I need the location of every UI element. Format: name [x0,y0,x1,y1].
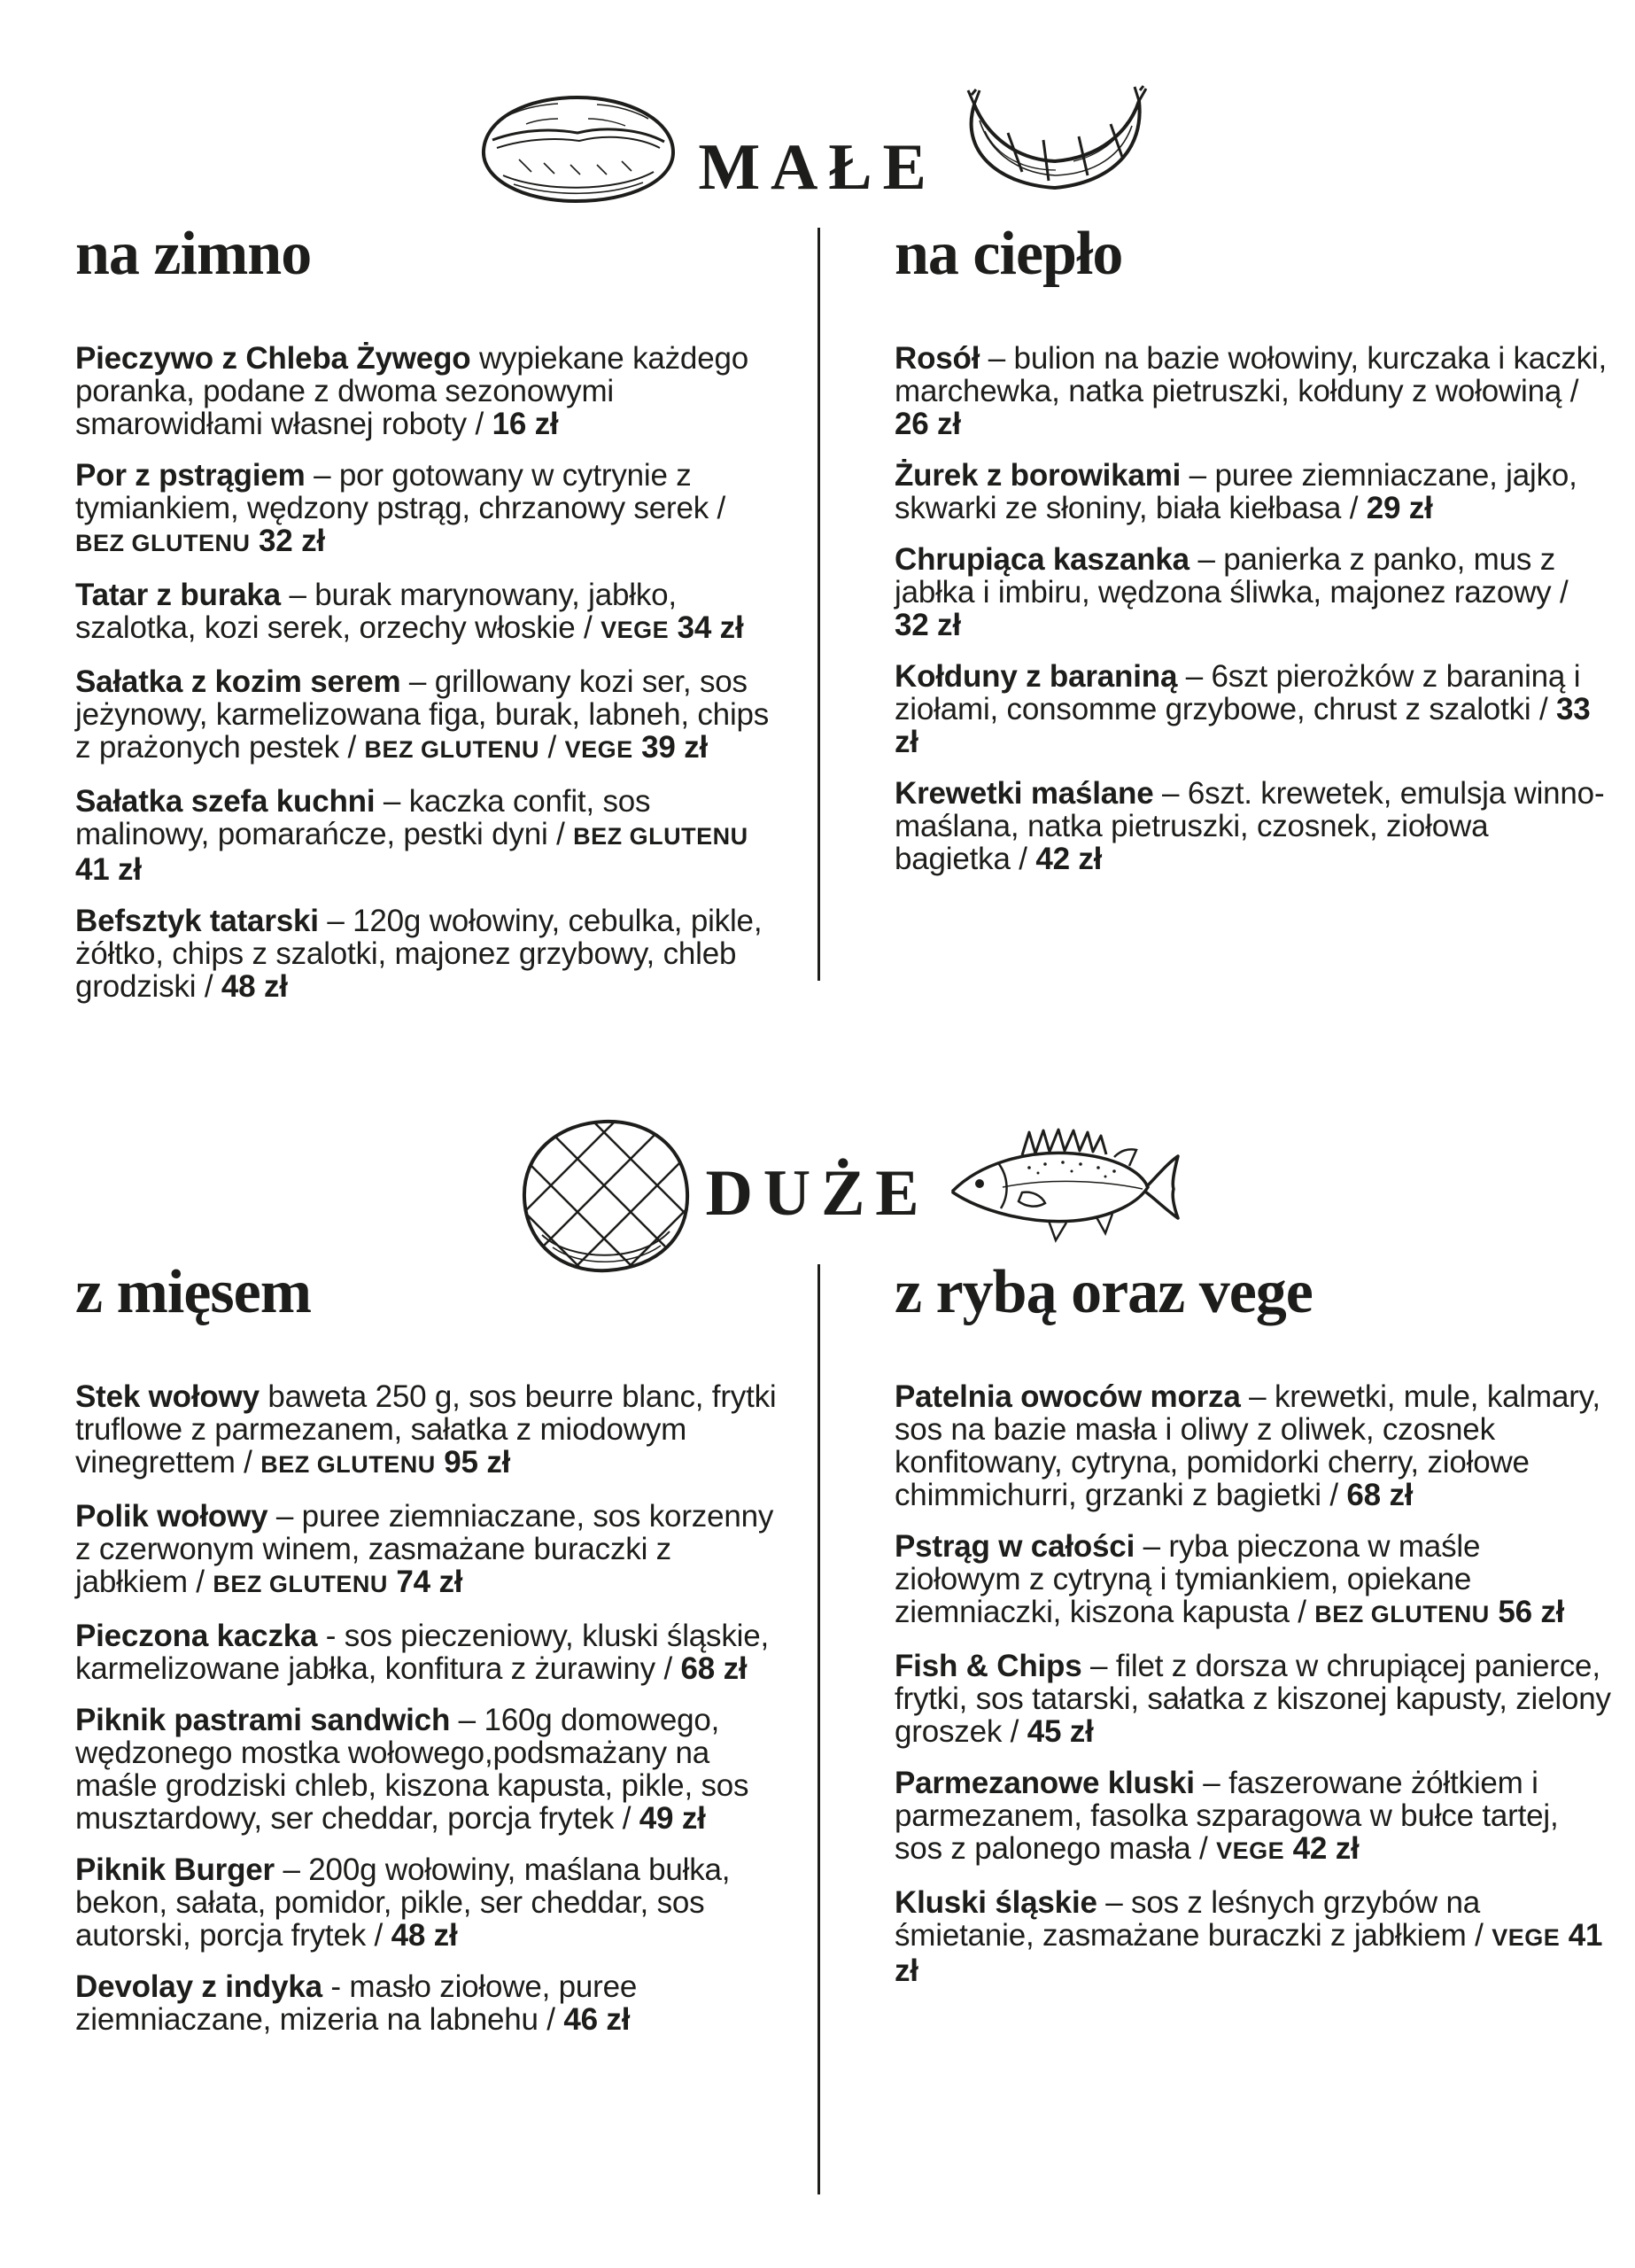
menu-item-price: 33 zł [895,692,1591,759]
menu-item [75,1704,779,1835]
menu-item-description: – 200g wołowiny, maślana bułka, bekon, sałata, pomidor, pikle, ser cheddar, sos autorski, porcja frytek / [75,1852,731,1953]
menu-item-title: Krewetki maślane [895,776,1154,811]
menu-item-price: 32 zł [259,524,325,558]
menu-item-description: - masło ziołowe, puree ziemniaczane, mizeria na labnehu / [75,1969,638,2037]
menu-item-description: – 6szt. krewetek, emulsja winno-maślana, natka pietruszki, czosnek, ziołowa bagietka / [895,776,1605,876]
menu-item [895,777,1608,875]
menu-item [895,1886,1612,1987]
menu-item [895,1767,1612,1868]
menu-item-description: baweta 250 g, sos beurre blanc, frytki truflowe z parmezanem, sałatka z miodowym vinegrettem / [75,1379,777,1480]
menu-item-description: – puree ziemniaczane, sos korzenny z czerwonym winem, zasmażane buraczki z jabłkiem / [75,1499,774,1599]
menu-item-title: Befsztyk tatarski [75,904,319,938]
menu-item-title: Pstrąg w całości [895,1529,1135,1564]
menu-item-description [251,524,260,558]
gluten-free-tag: BEZ GLUTENU [364,736,540,763]
column-heading-z-ryba-oraz-vege: z rybą oraz vege [895,1258,1313,1326]
column-na-zimno [75,220,779,1021]
gluten-free-tag: BEZ GLUTENU [573,823,748,850]
menu-item [75,1970,779,2036]
menu-item-description: / [539,730,565,765]
menu-item [895,1380,1612,1511]
menu-item-description [1490,1595,1499,1629]
menu-item [895,543,1608,641]
vege-tag: VEGE [601,617,670,643]
menu-item-description: – 160g domowego, wędzonego mostka wołowego,podsmażany na maśle grodziski chleb, kiszona kapusta, pikle, sos musztardowy, ser cheddar, porcja frytek / [75,1703,749,1836]
menu-item [75,1380,779,1481]
menu-item-price: 41 zł [75,852,142,887]
gluten-free-tag: BEZ GLUTENU [260,1451,436,1478]
menu-item-price: 68 zł [1346,1478,1414,1512]
gluten-free-tag: BEZ GLUTENU [75,530,251,556]
menu-item-description: – sos z leśnych grzybów na śmietanie, zasmażane buraczki z jabłkiem / [895,1885,1492,1953]
menu-item-price: 48 zł [221,969,288,1004]
menu-item-price: 39 zł [641,730,709,765]
item-list-z-miesem [75,1380,779,2036]
menu-item [75,459,779,560]
menu-item-title: Devolay z indyka [75,1969,322,2004]
menu-item-title: Sałatka szefa kuchni [75,784,376,819]
menu-item [895,660,1608,758]
menu-item-title: Kołduny z baraniną [895,659,1178,694]
menu-item-title: Żurek z borowikami [895,458,1182,493]
menu-item-title: Rosół [895,341,980,376]
menu-item [895,1530,1612,1631]
menu-item-price: 29 zł [1366,491,1433,525]
menu-item-description: – panierka z panko, mus z jabłka i imbiru, wędzona śliwka, majonez razowy / [895,542,1569,610]
column-heading-na-zimno: na zimno [75,220,312,288]
gluten-free-tag: BEZ GLUTENU [1314,1601,1490,1627]
menu-item-description: – bulion na bazie wołowiny, kurczaka i kaczki, marchewka, natka pietruszki, kołduny z wołowiną / [895,341,1608,408]
menu-item-title: Tatar z buraka [75,578,281,612]
menu-item [75,1619,779,1685]
item-list-na-zimno [75,342,779,1003]
menu-item [895,1650,1612,1748]
menu-item [75,342,779,440]
menu-item-price: 45 zł [1027,1714,1094,1749]
menu-item-price: 49 zł [639,1801,706,1836]
menu-item-description [388,1565,397,1599]
menu-item-title: Fish & Chips [895,1649,1082,1683]
menu-item-description: – krewetki, mule, kalmary, sos na bazie masła i oliwy z oliwek, czosnek konfitowany, cytryna, pomidorki cherry, ziołowe chimmichurri, grzanki z bagietki / [895,1379,1600,1512]
menu-item-description: – filet z dorsza w chrupiącej panierce, frytki, sos tatarski, sałatka z kiszonej kapusty, zielony groszek / [895,1649,1611,1749]
column-na-cieplo [895,220,1608,894]
menu-item [75,905,779,1003]
menu-item-title: Parmezanowe kluski [895,1766,1195,1800]
menu-item-title: Polik wołowy [75,1499,268,1534]
menu-item-title: Kluski śląskie [895,1885,1097,1920]
menu-item-price: 95 zł [444,1445,511,1480]
section-title-male: MAŁE [698,131,937,204]
menu-item-description [1560,1918,1569,1953]
menu-item-price: 41 zł [895,1918,1603,1988]
item-list-na-cieplo [895,342,1608,875]
menu-item-title: Patelnia owoców morza [895,1379,1241,1414]
menu-item-title: Piknik pastrami sandwich [75,1703,451,1737]
gluten-free-tag: BEZ GLUTENU [213,1571,388,1597]
vege-tag: VEGE [1492,1924,1561,1951]
menu-item-title: Pieczywo z Chleba Żywego [75,341,471,376]
column-heading-na-cieplo: na ciepło [895,220,1123,288]
menu-item-price: 32 zł [895,608,961,642]
menu-item-price: 56 zł [1498,1595,1565,1629]
menu-item-price: 68 zł [680,1651,748,1686]
vege-tag: VEGE [1216,1837,1285,1864]
menu-item-description [669,610,678,645]
menu-item-description: – faszerowane żółtkiem i parmezanem, fasolka szparagowa w bułce tartej, sos z palonego masła / [895,1766,1559,1866]
menu-item-price: 42 zł [1035,842,1103,876]
duze-column-divider [818,1264,820,2194]
column-z-ryba-oraz-vege [895,1258,1612,2006]
menu-item-description: – grillowany kozi ser, sos jeżynowy, karmelizowana figa, burak, labneh, chips z prażonych pestek / [75,664,770,765]
menu-item-description [436,1445,445,1480]
menu-item-title: Stek wołowy [75,1379,260,1414]
menu-item-description: – puree ziemniaczane, jajko, skwarki ze słoniny, biała kiełbasa / [895,458,1577,525]
menu-item [75,665,779,766]
menu-item-title: Sałatka z kozim serem [75,664,401,699]
menu-item-price: 46 zł [563,2002,631,2037]
menu-item-price: 34 zł [677,610,744,645]
vege-tag: VEGE [564,736,633,763]
menu-item-price: 26 zł [895,407,961,441]
menu-item-description [1284,1831,1293,1866]
menu-item-description: - sos pieczeniowy, kluski śląskie, karmelizowane jabłka, konfitura z żurawiny / [75,1619,770,1686]
male-column-divider [818,228,820,981]
menu-item [75,579,779,647]
menu-item-description: – 120g wołowiny, cebulka, pikle, żółtko, chips z szalotki, majonez grzybowy, chleb grodziski / [75,904,763,1004]
menu-item-description: – 6szt pierożków z baraniną i ziołami, consomme grzybowe, chrust z szalotki / [895,659,1581,726]
menu-item-title: Piknik Burger [75,1852,275,1887]
menu-item-description [633,730,642,765]
menu-item-description: – burak marynowany, jabłko, szalotka, kozi serek, orzechy włoskie / [75,578,677,645]
menu-item-price: 74 zł [396,1565,463,1599]
menu-item-price: 48 zł [391,1918,458,1953]
menu-item-title: Chrupiąca kaszanka [895,542,1189,577]
menu-item [895,459,1608,524]
section-title-duze: DUŻE [705,1157,930,1230]
menu-item-description: wypiekane każdego poranka, podane z dwoma sezonowymi smarowidłami własnej roboty / [75,341,748,441]
menu-item-price: 16 zł [492,407,559,441]
menu-item-title: Por z pstrągiem [75,458,306,493]
menu-item-price: 42 zł [1292,1831,1360,1866]
menu-item [75,785,779,886]
menu-item-description: – ryba pieczona w maśle ziołowym z cytryną i tymiankiem, opiekane ziemniaczki, kiszona kapusta / [895,1529,1481,1629]
menu-item [895,342,1608,440]
menu-item-title: Pieczona kaczka [75,1619,318,1653]
item-list-z-ryba-oraz-vege [895,1380,1612,1987]
menu-item [75,1500,779,1601]
menu-item [75,1853,779,1952]
menu-item-description: – por gotowany w cytrynie z tymiankiem, wędzony pstrąg, chrzanowy serek / [75,458,726,525]
column-heading-z-miesem: z mięsem [75,1258,312,1326]
menu-item-description: – kaczka confit, sos malinowy, pomarańcze, pestki dyni / [75,784,651,851]
sausage-illustration [944,78,1161,206]
column-z-miesem [75,1258,779,2054]
fish-illustration [941,1118,1189,1251]
